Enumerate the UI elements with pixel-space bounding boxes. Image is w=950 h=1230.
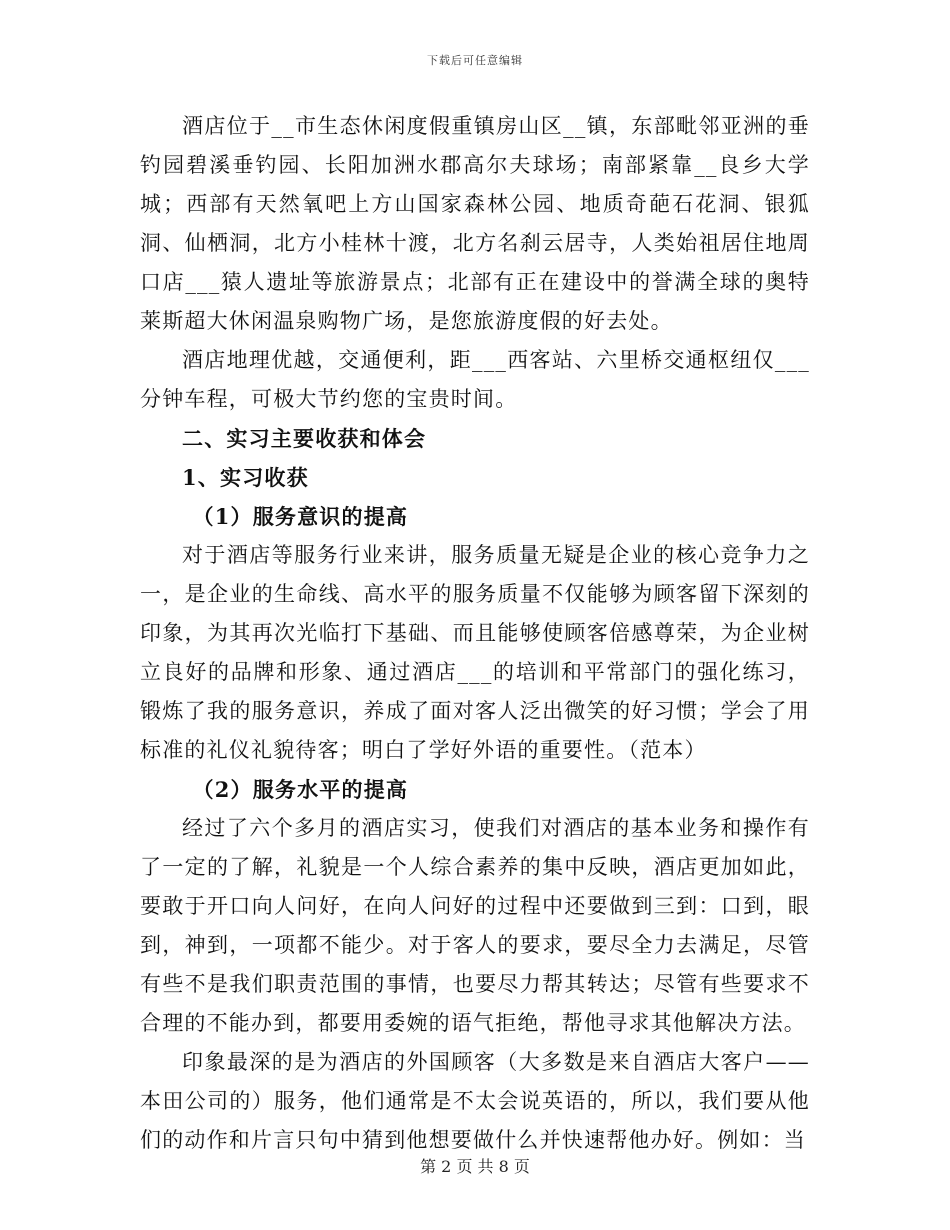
item-heading-service-level: （2）服务水平的提高 — [192, 777, 409, 802]
section-heading: 二、实习主要收获和体会 — [182, 426, 427, 451]
paragraph-hotel-transport: 酒店地理优越，交通便利，距___西客站、六里桥交通枢纽仅___分钟车程，可极大节约您的宝贵时间。 — [140, 348, 810, 411]
paragraph-service-awareness: 对于酒店等服务行业来讲，服务质量无疑是企业的核心竞争力之一，是企业的生命线、高水平的服务质量不仅能够为顾客留下深刻的印象，为其再次光临打下基础、而且能够使顾客倍感尊荣，为企业树立良好的品牌和形象、通过酒店___的培训和平常部门的强化练习，锻炼了我的服务意识，养成了面对客人泛出微笑的好习惯；学会了用标准的礼仪礼貌待客；明白了学好外语的重要性。（范本） — [140, 543, 810, 762]
document-body — [140, 107, 810, 1160]
page-number: 第 2 页 共 8 页 — [420, 1157, 530, 1176]
paragraph-foreign-guests: 印象最深的是为酒店的外国顾客（大多数是来自酒店大客户——本田公司的）服务，他们通常是不太会说英语的，所以，我们要从他们的动作和片言只句中猜到他想要做什么并快速帮他办好。例如：当 — [140, 1050, 810, 1152]
page-header: 下载后可任意编辑 — [427, 54, 523, 67]
item-heading-service-awareness: （1）服务意识的提高 — [192, 504, 409, 529]
paragraph-service-level: 经过了六个多月的酒店实习，使我们对酒店的基本业务和操作有了一定的了解，礼貌是一个人综合素养的集中反映，酒店更加如此，要敢于开口向人问好，在向人问好的过程中还要做到三到：口到，眼到，神到，一项都不能少。对于客人的要求，要尽全力去满足，尽管有些不是我们职责范围的事情，也要尽力帮其转达；尽管有些要求不合理的不能办到，都要用委婉的语气拒绝，帮他寻求其他解决方法。 — [140, 816, 810, 1035]
paragraph-hotel-location: 酒店位于__市生态休闲度假重镇房山区__镇，东部毗邻亚洲的垂钓园碧溪垂钓园、长阳加洲水郡高尔夫球场；南部紧靠__良乡大学城；西部有天然氧吧上方山国家森林公园、地质奇葩石花洞、银狐洞、仙栖洞，北方小桂林十渡，北方名刹云居寺，人类始祖居住地周口店___猿人遗址等旅游景点；北部有正在建设中的誉满全球的奥特莱斯超大休闲温泉购物广场，是您旅游度假的好去处。 — [140, 114, 810, 333]
subsection-heading: 1、实习收获 — [182, 465, 309, 490]
